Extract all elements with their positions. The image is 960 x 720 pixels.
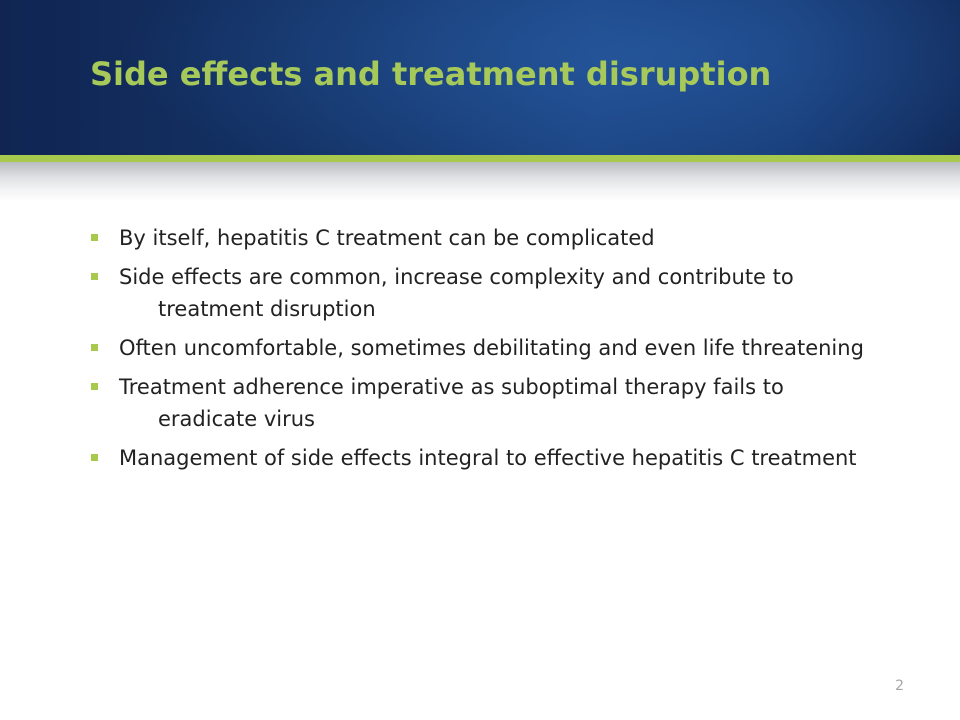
bullet-item bbox=[88, 371, 888, 435]
bullet-text: Management of side effects integral to effective hepatitis C treatment bbox=[119, 446, 857, 470]
accent-divider bbox=[0, 155, 960, 162]
square-bullet-icon bbox=[91, 454, 98, 461]
square-bullet-icon bbox=[91, 234, 98, 241]
bullet-item bbox=[88, 222, 888, 254]
square-bullet-icon bbox=[91, 273, 98, 280]
bullet-item bbox=[88, 261, 888, 325]
bullet-text: By itself, hepatitis C treatment can be complicated bbox=[119, 226, 655, 250]
square-bullet-icon bbox=[91, 383, 98, 390]
bullet-list bbox=[88, 222, 888, 481]
bullet-item bbox=[88, 442, 888, 474]
bullet-text: Often uncomfortable, sometimes debilitating and even life threatening bbox=[119, 336, 864, 360]
square-bullet-icon bbox=[91, 344, 98, 351]
bullet-item bbox=[88, 332, 888, 364]
page-number: 2 bbox=[895, 678, 904, 694]
bullet-text: Side effects are common, increase complexity and contribute to treatment disruption bbox=[119, 265, 794, 321]
divider-shadow bbox=[0, 162, 960, 202]
slide-title: Side effects and treatment disruption bbox=[90, 55, 772, 93]
title-banner bbox=[0, 0, 960, 155]
bullet-text: Treatment adherence imperative as suboptimal therapy fails to eradicate virus bbox=[119, 375, 784, 431]
